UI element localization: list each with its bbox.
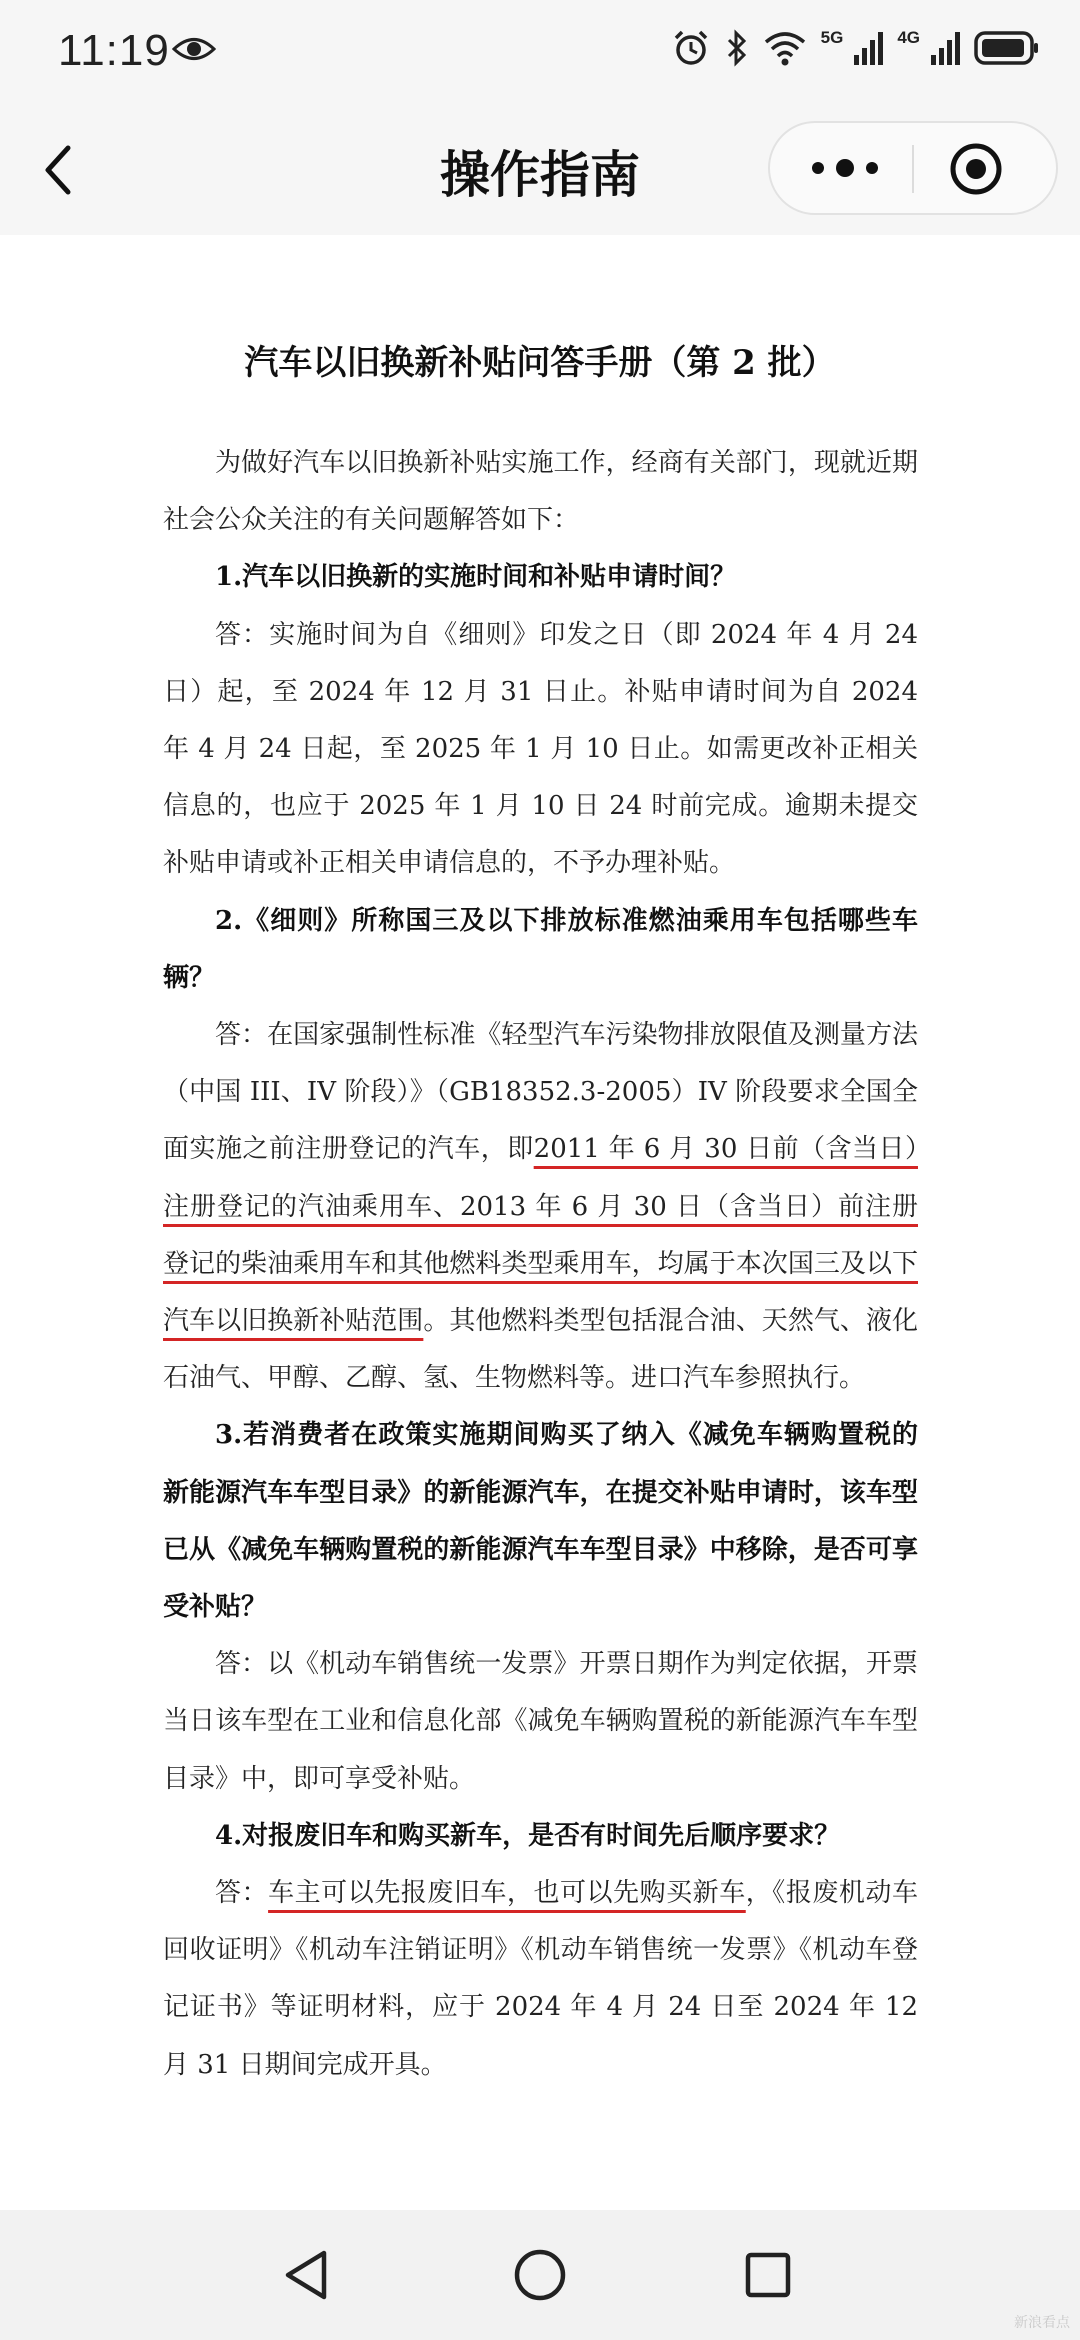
- document-title: 汽车以旧换新补贴问答手册（第 2 批）: [244, 343, 836, 383]
- signal-icon: [853, 31, 883, 69]
- network-5g-label: 5G: [820, 28, 844, 47]
- mini-program-capsule: [768, 121, 1058, 215]
- answer-2-text-end: 。其他燃料类型包括混合油、天然气、液化石油气、甲醇、乙醇、氢、生物燃料等。进口汽车参照执行。: [163, 1306, 918, 1394]
- nav-recents-button[interactable]: [738, 2245, 798, 2305]
- close-button[interactable]: [946, 139, 1006, 199]
- status-time: 11:19: [58, 26, 170, 75]
- nav-back-icon: [278, 2245, 338, 2305]
- system-nav-bar: [0, 2210, 1080, 2340]
- nav-recents-icon: [738, 2245, 798, 2305]
- answer-2-highlight: 2011 年 6 月 30 日前（含当日）注册登记的汽油乘用车、2013 年 6 月 30 日（含当日）前注册登记的柴油乘用车和其他燃料类型乘用车，均属于本次国三及以下汽车以旧换新补贴范围: [163, 1134, 918, 1337]
- nav-home-button[interactable]: [510, 2245, 570, 2305]
- bluetooth-icon: [725, 28, 749, 72]
- alarm-icon: [671, 28, 711, 72]
- answer-1: 答：实施时间为自《细则》印发之日（即 2024 年 4 月 24 日）起，至 2024 年 12 月 31 日止。补贴申请时间为自 2024 年 4 月 24 日起，至 2025 年 1 月 10 日止。如需更改补正相关信息的，也应于 2025 年 1 月 10 日 24 时前完成。逾期未提交补贴申请或补正相关申请信息的，不予办理补贴。: [163, 619, 918, 879]
- document-body: [163, 435, 918, 2094]
- answer-3: 答：以《机动车销售统一发票》开票日期作为判定依据，开票当日该车型在工业和信息化部《减免车辆购置税的新能源汽车车型目录》中，即可享受补贴。: [163, 1649, 918, 1794]
- more-button[interactable]: [790, 135, 900, 201]
- answer-2-text: 答：在国家强制性标准《轻型汽车污染物排放限值及测量方法（中国 III、IV 阶段）》（GB18352.3-2005）IV 阶段要求全国全面实施之前注册登记的汽车，即: [163, 1020, 918, 1165]
- close-target-icon: [946, 139, 1006, 199]
- more-icon: [836, 159, 854, 177]
- more-icon: [812, 162, 824, 174]
- title-bar: [0, 105, 1080, 235]
- question-3: 3.若消费者在政策实施期间购买了纳入《减免车辆购置税的新能源汽车车型目录》的新能源汽车，在提交补贴申请时，该车型已从《减免车辆购置税的新能源汽车车型目录》中移除，是否可享受补贴？: [163, 1420, 918, 1623]
- capsule-divider: [912, 145, 914, 193]
- more-icon: [866, 162, 878, 174]
- answer-4-highlight: 车主可以先报废旧车，也可以先购买新车: [268, 1878, 746, 1909]
- nav-back-button[interactable]: [278, 2245, 338, 2305]
- wifi-icon: [763, 30, 807, 70]
- nav-home-icon: [510, 2245, 570, 2305]
- question-2: 2.《细则》所称国三及以下排放标准燃油乘用车包括哪些车辆？: [163, 905, 918, 993]
- question-1: 1.汽车以旧换新的实施时间和补贴申请时间？: [215, 562, 737, 593]
- status-bar: [0, 0, 1080, 105]
- answer-4-text-end: ，《报废机动车回收证明》《机动车注销证明》《机动车销售统一发票》《机动车登记证书》等证明材料，应于 2024 年 4 月 24 日至 2024 年 12 月 31 日期间完成开具。: [163, 1878, 918, 2080]
- eye-icon: [172, 34, 216, 68]
- question-4: 4.对报废旧车和购买新车，是否有时间先后顺序要求？: [215, 1820, 841, 1851]
- answer-4: [163, 1865, 918, 2094]
- status-icons: [671, 28, 1040, 72]
- watermark: 新浪看点: [1014, 2315, 1070, 2331]
- network-4g-label: 4G: [897, 28, 920, 47]
- intro-paragraph: 为做好汽车以旧换新补贴实施工作，经商有关部门，现就近期社会公众关注的有关问题解答如下：: [163, 448, 918, 536]
- battery-icon: [974, 31, 1040, 69]
- page-title: 操作指南: [440, 146, 640, 204]
- document-page: [0, 235, 1080, 2210]
- signal-icon: [930, 31, 960, 69]
- answer-4-text: 答：: [215, 1878, 269, 1909]
- answer-2: [163, 1007, 918, 1407]
